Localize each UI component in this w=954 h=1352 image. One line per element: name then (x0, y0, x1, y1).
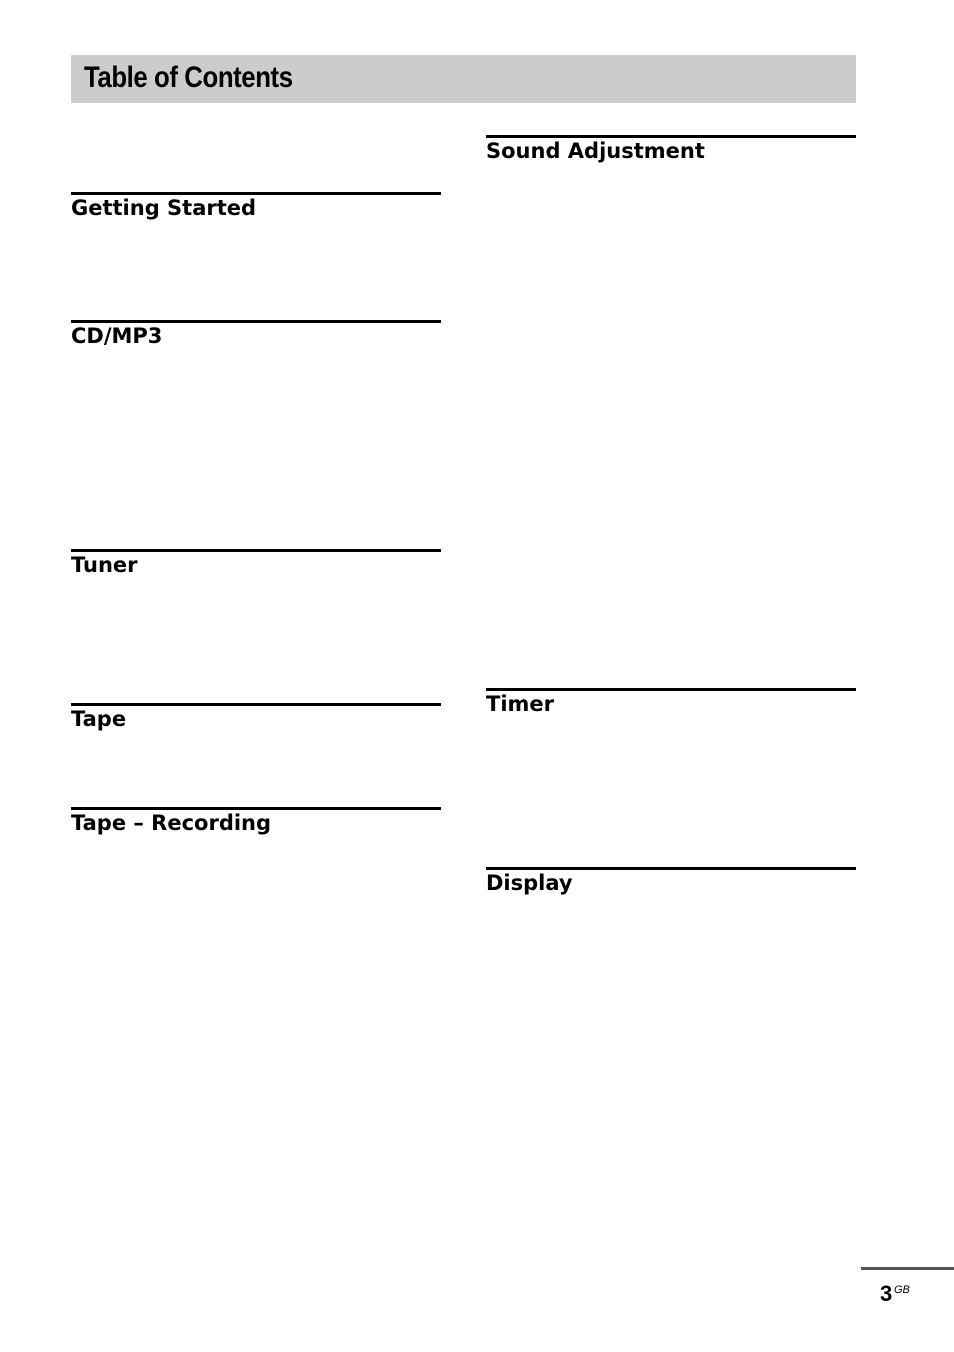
section-timer (486, 688, 856, 717)
section-display (486, 867, 856, 896)
section-heading[interactable]: Tuner (71, 553, 138, 577)
page-title: Table of Contents (84, 61, 293, 94)
section-heading[interactable]: Display (486, 871, 573, 895)
section-sound-adjustment (486, 135, 856, 164)
section-heading[interactable]: CD/MP3 (71, 324, 163, 348)
section-tuner (71, 549, 441, 578)
section-heading[interactable]: Tape – Recording (71, 811, 272, 835)
page-number: 3 (880, 1281, 893, 1306)
section-tape-recording (71, 807, 441, 836)
title-bar (71, 55, 856, 103)
page-number-suffix: GB (894, 1284, 910, 1296)
section-getting-started (71, 192, 441, 221)
section-tape (71, 703, 441, 732)
section-heading[interactable]: Tape (71, 707, 127, 731)
section-heading[interactable]: Getting Started (71, 196, 257, 220)
section-cd-mp3 (71, 320, 441, 349)
section-heading[interactable]: Timer (486, 692, 555, 716)
section-heading[interactable]: Sound Adjustment (486, 139, 705, 163)
page-number-rule (861, 1267, 954, 1270)
